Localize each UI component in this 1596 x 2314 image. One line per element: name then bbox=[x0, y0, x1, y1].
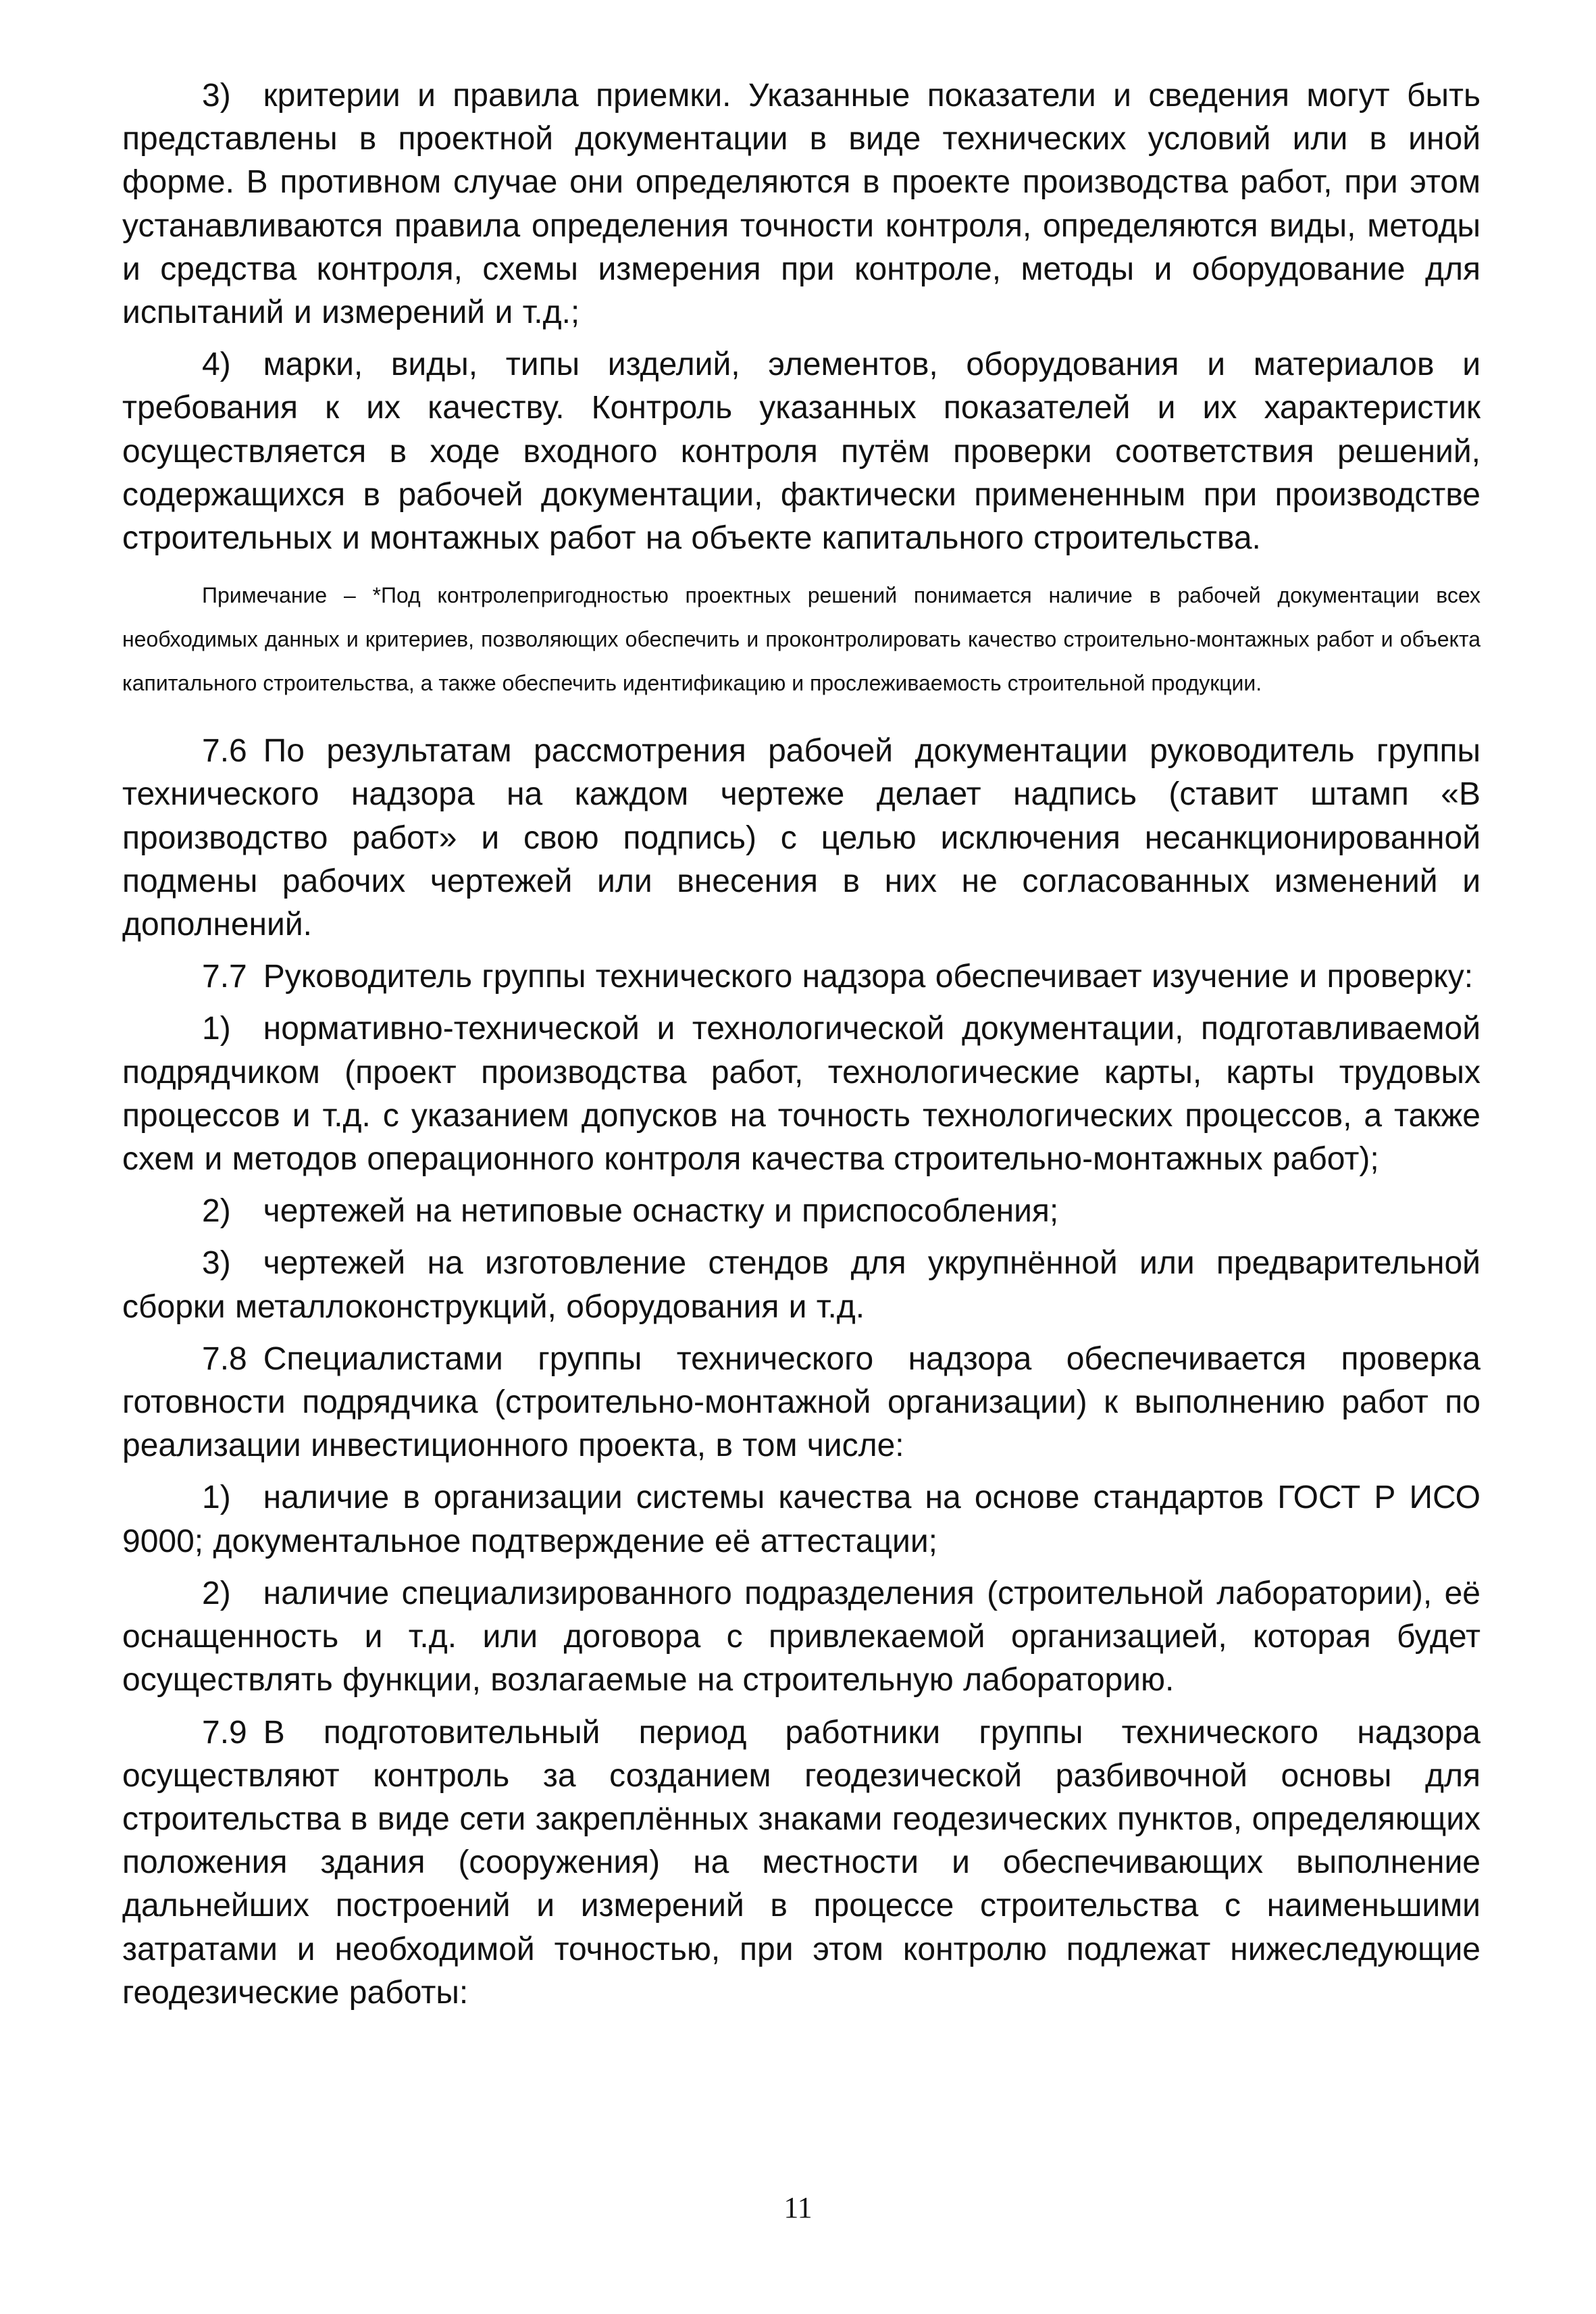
page-number: 11 bbox=[783, 2191, 813, 2224]
section-7-8: 7.8 Специалистами группы технического надзора обеспечивается проверка готовности подрядчика (строительно-монтажной организации) к выполнению работ по реализации инвестиционного проекта, в том числе: bbox=[122, 1340, 1481, 1464]
note-paragraph: Примечание – *Под контролепригодностью проектных решений понимается наличие в рабочей документации всех необходимых данных и критериев, позволяющих обеспечить и проконтролировать качество строительно-монтажных работ и объекта капитального строительства, а также обеспечить идентификацию и прослеживаемость строительной продукции. bbox=[122, 583, 1481, 696]
section-7-9: 7.9 В подготовительный период работники группы технического надзора осуществляют контроль за созданием геодезической разбивочной основы для строительства в виде сети закреплённых знаками геодезических пунктов, определяющих положения здания (сооружения) на местности и обеспечивающих выполнение дальнейших построений и измерений в процессе строительства с наименьшими затратами и необходимой точностью, при этом контролю подлежат нижеследующие геодезические работы: bbox=[122, 1714, 1481, 2011]
section-7-8-item-2: 2) наличие специализированного подразделения (строительной лаборатории), её оснащенность и т.д. или договора с привлекаемой организацией, которая будет осуществлять функции, возлагаемые на строительную лабораторию. bbox=[122, 1575, 1481, 1699]
section-7-8-item-1: 1) наличие в организации системы качества на основе стандартов ГОСТ Р ИСО 9000; документальное подтверждение её аттестации; bbox=[122, 1480, 1481, 1559]
section-7-7-item-3: 3) чертежей на изготовление стендов для укрупнённой или предварительной сборки металлоконструкций, оборудования и т.д. bbox=[122, 1245, 1481, 1325]
section-7-7-item-2: 2) чертежей на нетиповые оснастку и приспособления; bbox=[202, 1193, 1059, 1230]
list-item-3-acceptance-criteria: 3) критерии и правила приемки. Указанные показатели и сведения могут быть представлены в проектной документации в виде технических условий или в иной форме. В противном случае они определяются в проекте производства работ, при этом устанавливаются правила определения точности контроля, определяются виды, методы и средства контроля, схемы измерения при контроле, методы и оборудование для испытаний и измерений и т.д.; bbox=[122, 78, 1481, 331]
section-7-6: 7.6 По результатам рассмотрения рабочей документации руководитель группы технического надзора на каждом чертеже делает надпись (ставит штамп «В производство работ» и свою подпись) с целью исключения несанкционированной подмены рабочих чертежей или внесения в них не согласованных изменений и дополнений. bbox=[122, 733, 1481, 943]
list-item-4-materials: 4) марки, виды, типы изделий, элементов, оборудования и материалов и требования к их качеству. Контроль указанных показателей и их характеристик осуществляется в ходе входного контроля путём проверки соответствия решений, содержащихся в рабочей документации, фактически примененным при производстве строительных и монтажных работ на объекте капитального строительства. bbox=[122, 347, 1481, 557]
section-7-7: 7.7 Руководитель группы технического надзора обеспечивает изучение и проверку: bbox=[202, 959, 1474, 995]
page-body bbox=[122, 74, 1481, 2023]
section-7-7-item-1: 1) нормативно-технической и технологической документации, подготавливаемой подрядчиком (проект производства работ, технологические карты, карты трудовых процессов и т.д. с указанием допусков на точность технологических процессов, а также схем и методов операционного контроля качества строительно-монтажных работ); bbox=[122, 1011, 1481, 1178]
